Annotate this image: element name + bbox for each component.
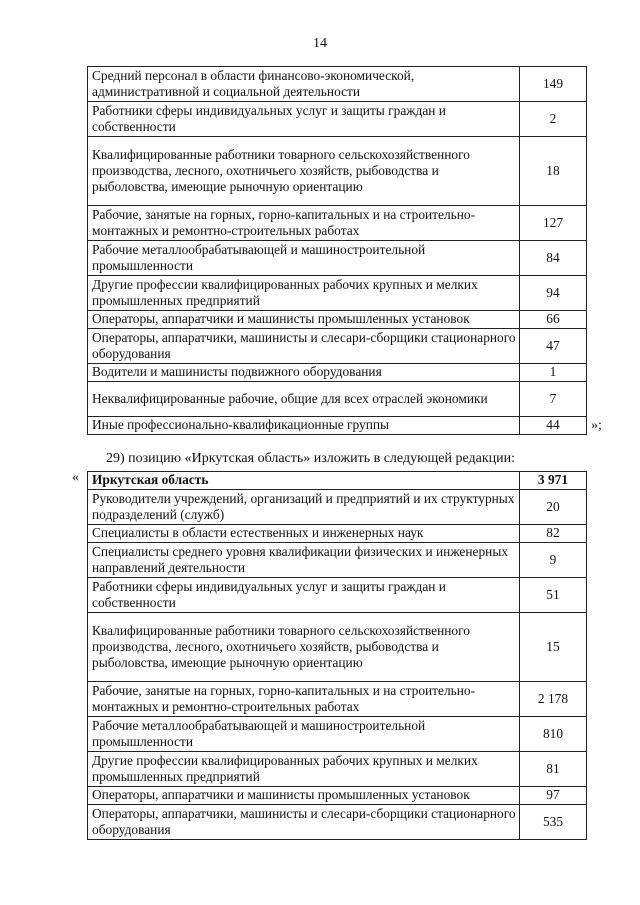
amendment-instruction: 29) позицию «Иркутская область» изложить в следующей редакции:: [106, 451, 516, 466]
region-total: 3 971: [520, 472, 587, 490]
row-label: Другие профессии квалифицированных рабочих крупных и мелких промышленных предприятий: [88, 752, 520, 787]
table-row: [88, 543, 587, 578]
row-value: 44: [520, 417, 587, 435]
table-row: [88, 682, 587, 717]
row-value: 7: [520, 382, 587, 417]
table-row: [88, 752, 587, 787]
row-label: Специалисты среднего уровня квалификации физических и инженерных направлений деятельности: [88, 543, 520, 578]
row-label: Операторы, аппаратчики, машинисты и слесари-сборщики стационарного оборудования: [88, 329, 520, 364]
row-value: 9: [520, 543, 587, 578]
row-label: Неквалифицированные рабочие, общие для всех отраслей экономики: [88, 382, 520, 417]
row-label: Руководители учреждений, организаций и предприятий и их структурных подразделений (служб): [88, 490, 520, 525]
row-value: 82: [520, 525, 587, 543]
table-row: [88, 578, 587, 613]
row-label: Рабочие металлообрабатывающей и машиностроительной промышленности: [88, 717, 520, 752]
row-label: Средний персонал в области финансово-экономической, административной и социальной деятельности: [88, 67, 520, 102]
row-label: Операторы, аппаратчики, машинисты и слесари-сборщики стационарного оборудования: [88, 805, 520, 840]
row-label: Квалифицированные работники товарного сельскохозяйственного производства, лесного, охотничьего хозяйств, рыбоводства и рыболовства, имеющие рыночную ориентацию: [88, 137, 520, 206]
row-value: 81: [520, 752, 587, 787]
row-label: Операторы, аппаратчики и машинисты промышленных установок: [88, 787, 520, 805]
row-label: Рабочие, занятые на горных, горно-капитальных и на строительно-монтажных и ремонтно-строительных работах: [88, 682, 520, 717]
table-row: [88, 137, 587, 206]
row-value: 15: [520, 613, 587, 682]
row-label: Работники сферы индивидуальных услуг и защиты граждан и собственности: [88, 102, 520, 137]
row-label: Квалифицированные работники товарного сельскохозяйственного производства, лесного, охотничьего хозяйств, рыбоводства и рыболовства, имеющие рыночную ориентацию: [88, 613, 520, 682]
table-row: [88, 206, 587, 241]
row-label: Иные профессионально-квалификационные группы: [88, 417, 520, 435]
row-label: Другие профессии квалифицированных рабочих крупных и мелких промышленных предприятий: [88, 276, 520, 311]
table-row: [88, 329, 587, 364]
closing-quote-mark: »;: [591, 418, 602, 433]
row-value: 51: [520, 578, 587, 613]
row-value: 1: [520, 364, 587, 382]
row-label: Рабочие, занятые на горных, горно-капитальных и на строительно-монтажных и ремонтно-строительных работах: [88, 206, 520, 241]
table-row: [88, 787, 587, 805]
table-row: [88, 417, 587, 435]
row-value: 149: [520, 67, 587, 102]
occupation-table-previous-region: [87, 66, 587, 435]
table-row: [88, 805, 587, 840]
row-label: Работники сферы индивидуальных услуг и защиты граждан и собственности: [88, 578, 520, 613]
occupation-table-irkutsk: [87, 471, 587, 840]
table-row: [88, 525, 587, 543]
table-row: [88, 311, 587, 329]
table-row: [88, 67, 587, 102]
row-value: 2: [520, 102, 587, 137]
table-row: [88, 364, 587, 382]
row-label: Рабочие металлообрабатывающей и машиностроительной промышленности: [88, 241, 520, 276]
row-value: 535: [520, 805, 587, 840]
table-row: [88, 382, 587, 417]
table-row: [88, 241, 587, 276]
row-label: Специалисты в области естественных и инженерных наук: [88, 525, 520, 543]
row-value: 97: [520, 787, 587, 805]
row-label: Водители и машинисты подвижного оборудования: [88, 364, 520, 382]
table-row: [88, 490, 587, 525]
row-label: Операторы, аппаратчики и машинисты промышленных установок: [88, 311, 520, 329]
row-value: 94: [520, 276, 587, 311]
row-value: 810: [520, 717, 587, 752]
table-row: [88, 102, 587, 137]
row-value: 127: [520, 206, 587, 241]
table-header-row: [88, 472, 587, 490]
opening-quote-mark: «: [72, 470, 79, 485]
row-value: 2 178: [520, 682, 587, 717]
table-row: [88, 613, 587, 682]
row-value: 18: [520, 137, 587, 206]
table-row: [88, 276, 587, 311]
row-value: 47: [520, 329, 587, 364]
row-value: 20: [520, 490, 587, 525]
row-value: 66: [520, 311, 587, 329]
row-value: 84: [520, 241, 587, 276]
table-row: [88, 717, 587, 752]
page-number: 14: [313, 36, 327, 51]
region-name: Иркутская область: [88, 472, 520, 490]
